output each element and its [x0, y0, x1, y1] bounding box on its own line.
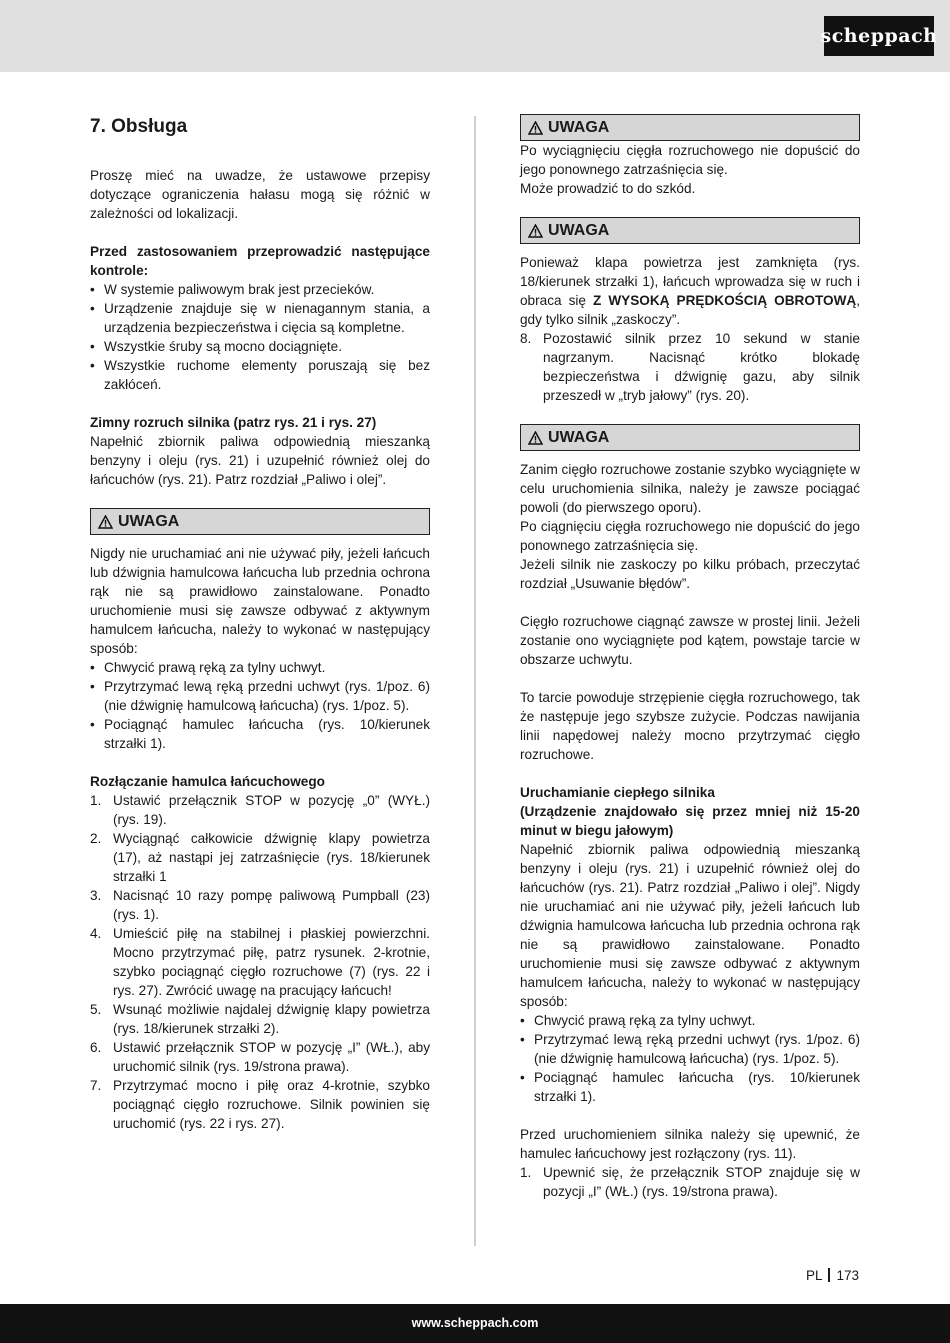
list-item: 7. Przytrzymać mocno i piłę oraz 4-krotnie, szybko pociągnąć cięgło rozruchowe. Silnik powinien się uruchomić (rys. 22 i rys. 27). — [90, 1078, 430, 1131]
list-item: 1. Upewnić się, że przełącznik STOP znajduje się w pozycji „I” (WŁ.) (rys. 19/strona prawa). — [520, 1165, 860, 1199]
list-item: 2. Wyciągnąć całkowicie dźwignię klapy powietrza (17), aż nastąpi jej zatrzaśnięcie (rys. 18/kierunek strzałki 1 — [90, 831, 430, 884]
warning-text: Zanim cięgło rozruchowe zostanie szybko wyciągnięte w celu uruchomienia silnika, należy je zawsze pociągać powoli (do pierwszego oporu). — [520, 462, 860, 515]
checks-list — [90, 280, 430, 394]
page-number — [806, 1266, 859, 1285]
brand-logo: scheppach — [824, 16, 934, 56]
list-item: • Pociągnąć hamulec łańcucha (rys. 10/kierunek strzałki 1). — [520, 1068, 860, 1106]
section-title: 7. Obsługa — [90, 116, 188, 137]
list-item: • Urządzenie znajduje się w nienagannym stania, a urządzenia bezpieczeństwa i cięcia są kompletne. — [90, 299, 430, 337]
footer-bar — [0, 1304, 950, 1343]
list-item: • Wszystkie ruchome elementy poruszają się bez zakłóceń. — [90, 356, 430, 394]
column-divider — [474, 116, 476, 1246]
list-item: • Chwycić prawą ręką za tylny uchwyt. — [520, 1011, 860, 1030]
list-item: 4. Umieścić piłę na stabilnej i płaskiej powierzchni. Mocno przytrzymać piłę, patrz rysunek. 2-krotnie, szybko pociągnąć cięgło rozruchowe (7) (rys. 22 i rys. 27). Zwrócić uwagę na pracujący łańcuch! — [90, 926, 430, 998]
list-item: • Wszystkie śruby są mocno dociągnięte. — [90, 337, 430, 356]
step-8 — [520, 329, 860, 405]
release-steps — [90, 791, 430, 1133]
separator — [828, 1268, 830, 1282]
cold-start-text: Napełnić zbiornik paliwa odpowiednią mieszanką benzyny i oleju (rys. 21) i uzupełnić również olej do łańcuchów (rys. 21). Patrz rozdział „Paliwo i olej”. — [90, 434, 430, 487]
list-item: • W systemie paliwowym brak jest przecieków. — [90, 280, 430, 299]
language-code: PL — [805, 1268, 823, 1283]
warning-icon — [528, 431, 543, 445]
warning-icon — [528, 121, 543, 135]
warning-text: Po ciągnięciu cięgła rozruchowego nie dopuścić do jego ponownego zatrzaśnięcia się. — [520, 519, 860, 553]
warning-label: UWAGA — [548, 429, 610, 446]
list-item: • Pociągnąć hamulec łańcucha (rys. 10/kierunek strzałki 1). — [90, 715, 430, 753]
warm-start-list — [520, 1011, 860, 1106]
warning-text: Nigdy nie uruchamiać ani nie używać piły, jeżeli łańcuch lub dźwignia hamulcowa łańcucha lub przednia ochrona rąk nie są prawidłowo zainstalowane. Ponadto uruchomienie musi się zawsze odbywać z aktywnym hamulcem łańcucha, należy to wykonać w następujący sposób: — [90, 546, 430, 656]
release-heading: Rozłączanie hamulca łańcuchowego — [90, 774, 325, 789]
warning-box — [520, 217, 860, 244]
list-item: • Przytrzymać lewą ręką przedni uchwyt (rys. 1/poz. 6) (nie dźwignię hamulcową łańcucha) (rys. 1/poz. 5). — [90, 677, 430, 715]
intro-paragraph: Proszę mieć na uwadze, że ustawowe przepisy dotyczące ograniczenia hałasu mogą się różnić w zależności od lokalizacji. — [90, 168, 430, 221]
final-steps — [520, 1163, 860, 1201]
warning-box — [520, 114, 860, 141]
right-column — [520, 114, 860, 1201]
website-link[interactable]: www.scheppach.com — [411, 1316, 539, 1330]
list-item: 5. Wsunąć możliwie najdalej dźwignię klapy powietrza (rys. 18/kierunek strzałki 2). — [90, 1002, 430, 1036]
warning-label: UWAGA — [118, 513, 180, 530]
list-item: 1. Ustawić przełącznik STOP w pozycję „0” (WYŁ.) (rys. 19). — [90, 793, 430, 827]
pull-paragraph: Cięgło rozruchowe ciągnąć zawsze w prostej linii. Jeżeli zostanie ono wyciągnięte pod kątem, powstaje tarcie w obszarze uchwytu. — [520, 614, 860, 667]
list-item: • Przytrzymać lewą ręką przedni uchwyt (rys. 1/poz. 6) (nie dźwignię hamulcową łańcucha) (rys. 1/poz. 5). — [520, 1030, 860, 1068]
warm-start-heading: Uruchamianie ciepłego silnika — [520, 785, 715, 800]
warning-icon — [98, 515, 113, 529]
list-item: 6. Ustawić przełącznik STOP w pozycję „I” (WŁ.), aby uruchomić silnik (rys. 19/strona prawa). — [90, 1040, 430, 1074]
warning-label: UWAGA — [548, 119, 610, 136]
warning-label: UWAGA — [548, 222, 610, 239]
checks-heading: Przed zastosowaniem przeprowadzić następujące kontrole: — [90, 244, 430, 278]
list-item: 8. Pozostawić silnik przez 10 sekund w stanie nagrzanym. Nacisnąć krótko blokadę bezpieczeństwa i dźwignię gazu, aby silnik przeszedł w „tryb jałowy” (rys. 20). — [520, 331, 860, 403]
cold-start-heading: Zimny rozruch silnika (patrz rys. 21 i rys. 27) — [90, 415, 377, 430]
friction-paragraph: To tarcie powoduje strzępienie cięgła rozruchowego, tak że następuje jego szybsze zużycie. Podczas nawijania linii napędowej należy mocno przytrzymać cięgło rozruchowe. — [520, 690, 860, 762]
warning-text: Ponieważ klapa powietrza jest zamknięta (rys. 18/kierunek strzałki 1), łańcuch wprowadza się w ruch i obraca się Z WYSOKĄ PRĘDKOŚCIĄ OBROTOWĄ, gdy tylko silnik „zaskoczy”. — [520, 255, 861, 327]
warm-start-text: Napełnić zbiornik paliwa odpowiednią mieszanką benzyny i oleju (rys. 21) i uzupełnić również olej do łańcuchów (rys. 21). Patrz rozdział „Paliwo i olej”. Nigdy nie uruchamiać ani nie używać piły, jeżeli łańcuch lub dźwignia hamulcowa łańcucha lub przednia ochrona rąk nie są prawidłowo zainstalowane. Ponadto uruchomienie musi się zawsze odbywać z aktywnym hamulcem łańcucha, należy to wykonać w następujący sposób: — [520, 842, 860, 1009]
page-number-value: 173 — [836, 1268, 859, 1283]
warning-box — [90, 508, 430, 535]
warm-start-subheading: (Urządzenie znajdowało się przez mniej niż 15-20 minut w biegu jałowym) — [520, 804, 860, 838]
warning-list — [90, 658, 430, 753]
list-item: • Chwycić prawą ręką za tylny uchwyt. — [90, 658, 430, 677]
warning-text: Po wyciągnięciu cięgła rozruchowego nie dopuścić do jego ponownego zatrzaśnięcia się. — [520, 143, 860, 177]
list-item: 3. Nacisnąć 10 razy pompę paliwową Pumpball (23) (rys. 1). — [90, 888, 430, 922]
warning-text: Może prowadzić to do szkód. — [520, 181, 696, 196]
warning-box — [520, 424, 860, 451]
header-bar — [0, 0, 950, 72]
before-start-paragraph: Przed uruchomieniem silnika należy się upewnić, że hamulec łańcuchowy jest rozłączony (rys. 11). — [520, 1127, 860, 1161]
left-column — [90, 114, 430, 1133]
warning-text: Jeżeli silnik nie zaskoczy po kilku próbach, przeczytać rozdział „Usuwanie błędów”. — [520, 557, 860, 591]
warning-icon — [528, 224, 543, 238]
